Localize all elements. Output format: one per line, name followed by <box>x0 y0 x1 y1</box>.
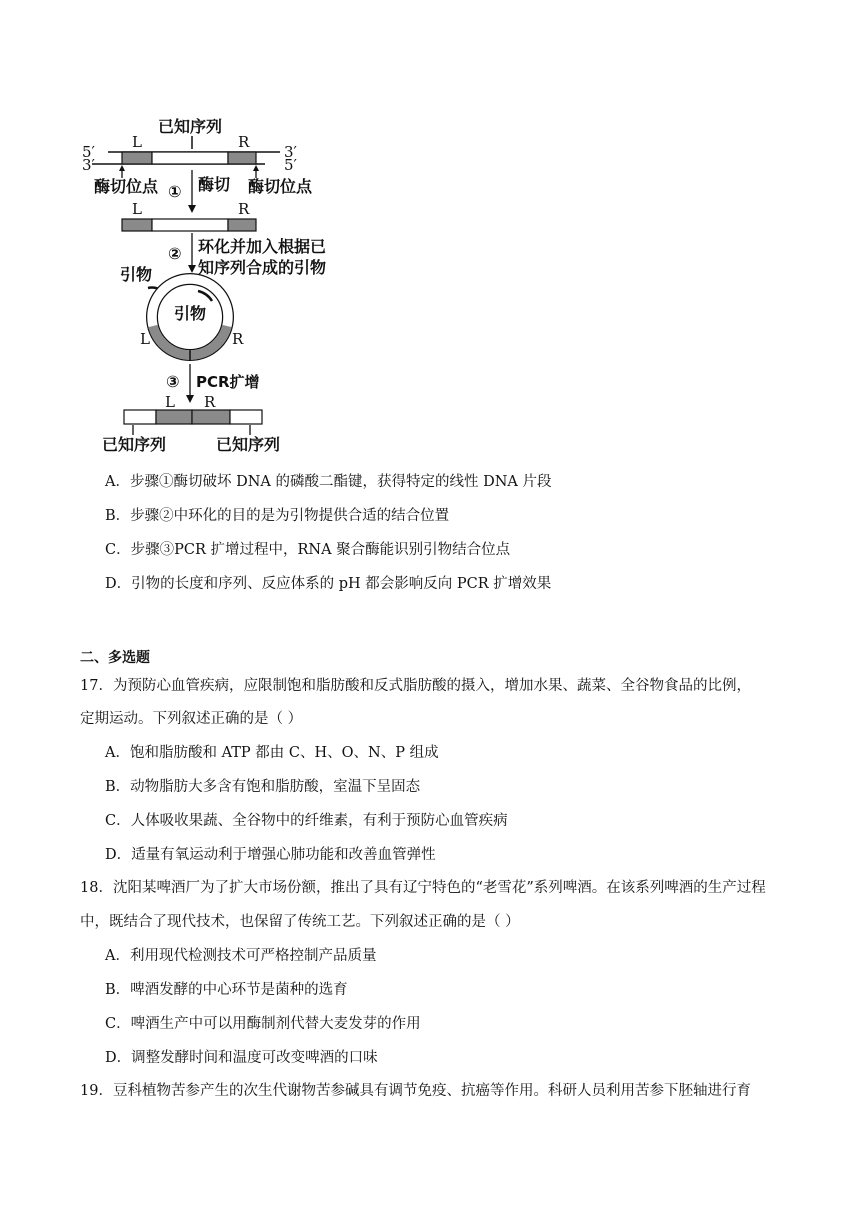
primer-outer-label: 引物 <box>120 265 153 284</box>
q18-option-c: C．啤酒生产中可以用酶制剂代替大麦发芽的作用 <box>105 1016 421 1032</box>
cut-site-left-label: 酶切位点 <box>94 177 159 196</box>
q17-option-c: C．人体吸收果蔬、全谷物中的纤维素，有利于预防心血管疾病 <box>105 813 508 829</box>
end-3-right: 3′ <box>284 143 297 161</box>
label-l-circle: L <box>140 330 150 348</box>
step2-text-line2: 知序列合成的引物 <box>198 258 327 277</box>
label-r-top: R <box>238 133 250 151</box>
end-3-left: 3′ <box>82 156 95 174</box>
step3-number: ③ <box>166 372 180 391</box>
cut-arrow-left-icon <box>119 165 125 171</box>
label-r-circle: R <box>232 330 244 348</box>
known-seq-top-label: 已知序列 <box>158 117 223 136</box>
step1-number: ① <box>168 182 182 201</box>
inverse-pcr-diagram <box>80 112 380 457</box>
q18-option-d: D．调整发酵时间和温度可改变啤酒的口味 <box>105 1050 378 1066</box>
q17-option-d: D．适量有氧运动利于增强心肺功能和改善血管弹性 <box>105 847 436 863</box>
label-l-linear: L <box>132 200 142 218</box>
label-l-top: L <box>132 133 142 151</box>
q17-stem-line1: 17．为预防心血管疾病，应限制饱和脂肪酸和反式脂肪酸的摄入，增加水果、蔬菜、全谷物食品的比例， <box>80 678 751 694</box>
segment-middle-top <box>152 152 228 164</box>
q18-option-a: A．利用现代检测技术可严格控制产品质量 <box>105 948 377 964</box>
cut-site-right-label: 酶切位点 <box>248 177 313 196</box>
step2-number: ② <box>168 244 182 263</box>
q17-stem-line2: 定期运动。下列叙述正确的是（ ） <box>80 711 303 727</box>
q16-option-c: C．步骤③PCR 扩增过程中，RNA 聚合酶能识别引物结合位点 <box>105 542 511 558</box>
known-seq-bottom-right: 已知序列 <box>216 435 281 454</box>
q19-stem-line1: 19．豆科植物苦参产生的次生代谢物苦参碱具有调节免疫、抗癌等作用。科研人员利用苦参下胚轴进行育 <box>80 1083 751 1099</box>
segment-r-top <box>228 152 256 164</box>
q17-option-b: B．动物脂肪大多含有饱和脂肪酸，室温下呈固态 <box>105 779 421 795</box>
segment-l-top <box>122 152 152 164</box>
step2-arrow-icon <box>188 265 196 273</box>
step1-arrow-icon <box>188 205 196 213</box>
step3-text: PCR扩增 <box>196 373 260 391</box>
label-l-product: L <box>165 393 175 411</box>
end-5-right: 5′ <box>284 156 297 174</box>
end-5-left: 5′ <box>82 143 95 161</box>
step2-text-line1: 环化并加入根据已 <box>198 237 327 256</box>
q17-option-a: A．饱和脂肪酸和 ATP 都由 C、H、O、N、P 组成 <box>105 745 439 761</box>
label-r-linear: R <box>238 200 250 218</box>
q16-option-b: B．步骤②中环化的目的是为引物提供合适的结合位置 <box>105 508 450 524</box>
q18-stem-line1: 18．沈阳某啤酒厂为了扩大市场份额，推出了具有辽宁特色的“老雪花”系列啤酒。在该系列啤酒的生产过程 <box>80 880 766 896</box>
label-r-product: R <box>204 393 216 411</box>
cut-arrow-right-icon <box>253 165 259 171</box>
q18-stem-line2: 中，既结合了现代技术，也保留了传统工艺。下列叙述正确的是（ ） <box>80 914 520 930</box>
step1-text: 酶切 <box>198 175 231 194</box>
primer-inner-label: 引物 <box>174 304 207 323</box>
q16-option-a: A．步骤①酶切破坏 DNA 的磷酸二酯键，获得特定的线性 DNA 片段 <box>105 474 552 490</box>
section-title: 二、多选题 <box>80 650 150 666</box>
step3-arrow-icon <box>186 395 194 403</box>
q16-option-d: D．引物的长度和序列、反应体系的 pH 都会影响反向 PCR 扩增效果 <box>105 576 552 592</box>
q18-option-b: B．啤酒发酵的中心环节是菌种的选育 <box>105 982 348 998</box>
known-seq-bottom-left: 已知序列 <box>102 435 167 454</box>
